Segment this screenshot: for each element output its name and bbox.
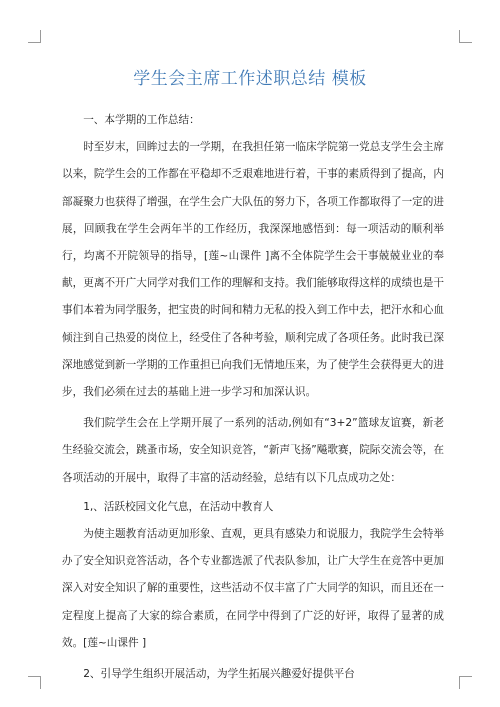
item-heading-1: 1,、活跃校园文化气息，在活动中教育人	[83, 500, 274, 513]
document-title: 学生会主席工作述职总结 模板	[133, 69, 367, 89]
document-body	[62, 107, 444, 688]
paragraph-intro: 时至岁末，回眸过去的一学期，在我担任第一临床学院第一党总支学生会主席以来，院学生会的工作都在平稳却不乏艰难地进行着，干事的素质得到了提高，内部凝聚力也获得了增强，在学生会广大队伍的努力下，各项工作都取得了一定的进展，回顾我在学生会两年半的工作经历，我深深地感悟到：每一项活动的顺利举行，均离不开院领导的指导，[莲~山课件 ]离不全体院学生会干事兢兢业业的奉献，更离不开广大同学对我们工作的理解和支持。我们能够取得这样的成绩也是干事们本着为同学服务，把宝贵的时间和精力无私的投入到工作中去，把汗水和心血倾注到自己热爱的岗位上，经受住了各种考验，顺利完成了各项任务。此时我已深深地感觉到新一学期的工作重担已向我们无情地压来，为了使学生会获得更大的进步，我们必须在过去的基础上进一步学习和加深认识。	[62, 141, 444, 399]
crop-mark-top-right	[459, 30, 472, 43]
section-heading-work-summary: 一、本学期的工作总结：	[83, 114, 200, 126]
crop-mark-bottom-left	[28, 676, 41, 689]
item-heading-2: 2、引导学生组织开展活动，为学生拓展兴趣爱好提供平台	[83, 668, 355, 681]
crop-mark-bottom-right	[459, 676, 472, 689]
paragraph-activities: 我们院学生会在上学期开展了一系列的活动,例如有“3+2”篮球友谊赛，新老生经验交流会，跳蚤市场，安全知识竞答，“新声飞扬”飚歌赛，院际交流会等，在各项活动的开展中，取得了丰富的活动经验，总结有以下几点成功之处：	[62, 417, 444, 484]
paragraph-safety-quiz: 为使主题教育活动更加形象、直观，更具有感染力和说服力，我院学生会特举办了安全知识竞答活动，各个专业都选派了代表队参加，让广大学生在竞答中更加深入对安全知识了解的重要性，这些活动不仅丰富了广大同学的知识，而且还在一定程度上提高了大家的综合素质，在同学中得到了广泛的好评，取得了显著的成效。[莲~山课件 ]	[62, 528, 444, 649]
crop-mark-top-left	[28, 30, 41, 43]
